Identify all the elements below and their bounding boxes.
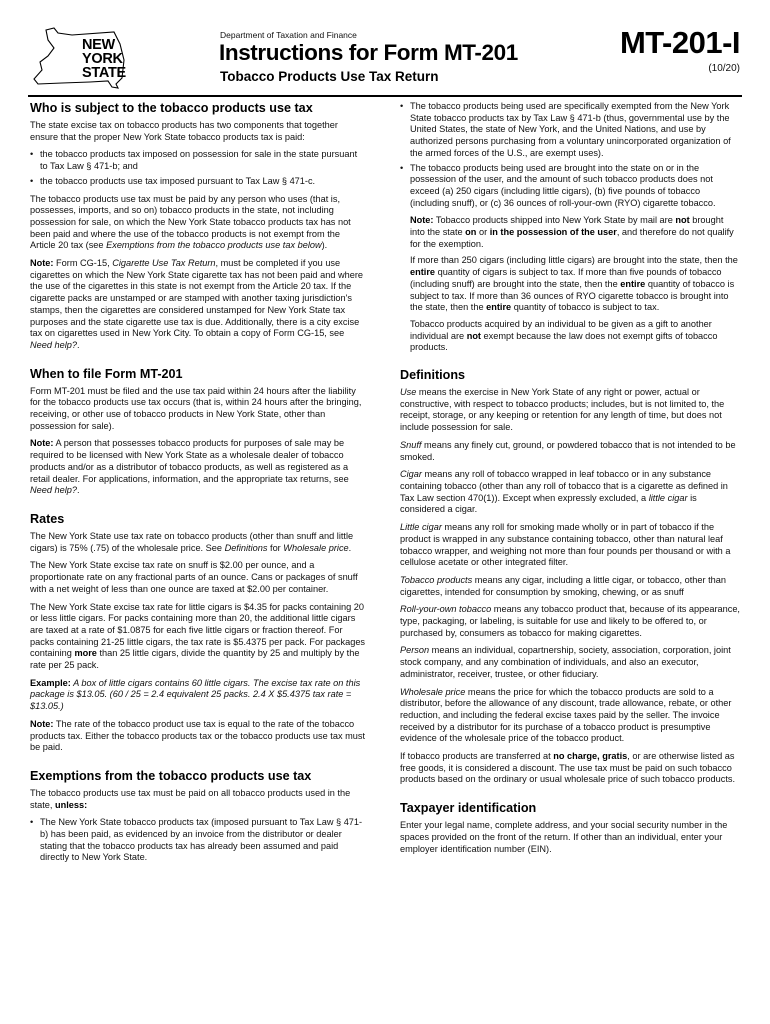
definition-term: Cigar: [400, 469, 422, 480]
need-help-reference: Need help?: [30, 485, 77, 496]
text-run: , or are otherwise listed as free goods, it is considered a discount. The use tax must be paid on such tobacco products based on the ordinary or usual wholesale price of such tobacco products.: [400, 751, 736, 785]
section-heading-rates: Rates: [30, 511, 65, 526]
note-label: Note:: [410, 215, 434, 226]
text-run: , must be completed if you use cigarettes on which the New York State cigarette tax has not been paid and where the use of the cigarettes in this state is not exempt from the Article 20 tax. If the cigarette packs are unstamped or are stamped with another taxing jurisdiction's stamps, then the cigarettes are considered unstamped for New York State tax purposes and the state cigarette use tax is due. Additionally, there is a city excise tax on cigarettes used in New York City. To obtain a copy of Form CG-15, see: [30, 258, 364, 339]
exemptions-reference: Exemptions from the tobacco products use tax below: [106, 240, 322, 251]
section-heading-exemptions: Exemptions from the tobacco products use tax: [30, 768, 312, 783]
text-run: means any tobacco product that, because of its appearance, type, packaging, or labeling, is suitable for use and likely to be offered to, or purchased by, consumers as tobacco for making cigarettes.: [400, 604, 740, 638]
text-run: means any roll of tobacco wrapped in leaf tobacco or in any substance containing tobacco (other than any roll of tobacco that is a cigarette as defined in Tax Law section 470(1)). Except when expressly excluded, a: [400, 469, 728, 503]
text-run: Tobacco products shipped into New York State by mail are: [433, 215, 676, 226]
definition-term: Person: [400, 645, 430, 656]
definition-term: Little cigar: [400, 522, 442, 533]
note-label: Note:: [30, 718, 54, 729]
emphasis: not: [675, 215, 690, 226]
emphasis: entire: [486, 302, 512, 313]
text-run: The New York State excise tax rate for little cigars is $4.35 for packs containing 20 or less little cigars. For packs containing more than 20, the additional little cigars are taxed at a rate of $1.0875 for each five little cigars or fraction thereof. For packs containing 21-25 little cigars, the tax rate is $5.4375 per pack. For packages containing: [30, 601, 366, 659]
logo-line-new: NEW: [82, 37, 115, 53]
little-cigar-reference: little cigar: [648, 492, 688, 503]
rates-paragraph-3: [30, 602, 367, 672]
nys-logo: [28, 26, 132, 90]
exemptions-limits: [400, 255, 740, 314]
definition-snuff: [400, 440, 740, 463]
text-run: is considered a cigar.: [400, 492, 697, 515]
definition-term: Tobacco products: [400, 574, 473, 585]
text-run: If tobacco products are transferred at: [400, 751, 554, 762]
definition-wholesale-price: [400, 687, 740, 746]
text-run: quantity of tobacco is subject to tax. If more than 36 ounces of RYO cigarette tobacco is brought into the state, then the: [410, 278, 735, 313]
section-heading-who: Who is subject to the tobacco products use tax: [30, 101, 313, 115]
form-number: MT-201-I: [619, 25, 740, 60]
header-divider: [28, 95, 742, 97]
emphasis: not: [466, 330, 481, 341]
text-run: than 25 little cigars, divide the quantity by 25 and multiply by the rate per 25 pack.: [30, 648, 360, 671]
text-run: means any roll for smoking made wholly or in part of tobacco if the product is wrapped in any substance containing tobacco, other than natural leaf tobacco wrapper, and weighing not more than four pounds per thousand or with a cellulose acetate or other integrated filter.: [400, 522, 731, 568]
who-paragraph: [30, 194, 367, 253]
when-note: [30, 438, 367, 497]
definition-person: [400, 645, 740, 680]
text-run: A person that possesses tobacco products for purposes of sale may be required to be licensed with New York State as a wholesale dealer of tobacco products and/or as a distributor of tobacco products, as well as registered as a retail dealer. For applications, information, and the appropriate tax returns, see: [30, 438, 349, 484]
note-label: Note:: [30, 258, 54, 269]
example-label: Example:: [30, 677, 71, 688]
rates-example: [30, 678, 367, 713]
definitions-reference: Definitions: [224, 542, 268, 553]
text-run: .: [348, 542, 352, 553]
emphasis: on: [465, 227, 477, 238]
text-run: means any cigar, including a little cigar, or tobacco, other than cigarettes, intended for consumption by smoking, chewing, or as snuff: [400, 574, 727, 597]
definition-tobacco-products: [400, 575, 740, 598]
emphasis: unless:: [55, 799, 88, 810]
need-help-reference: Need help?: [30, 339, 77, 350]
text-run: for: [267, 542, 284, 553]
definition-term: Snuff: [400, 439, 422, 450]
text-run: The tobacco products use tax must be paid by any person who uses (that is, possesses, imports, and so on) tobacco products in the state, not including possession for sale, on which the New York State tobacco products tax has not been paid and where the use of the tobacco products is not exempt from the Article 20 tax (see: [30, 193, 351, 251]
text-run: The New York State use tax rate on tobacco products (other than snuff and little cigars) is 75% (.75) of the wholesale price. See: [30, 530, 354, 553]
logo-line-york: YORK: [82, 51, 123, 67]
text-run: ).: [321, 240, 328, 251]
text-run: The tobacco products use tax must be paid on all tobacco products used in the state,: [30, 787, 351, 810]
definition-term: Use: [400, 387, 417, 398]
logo-line-state: STATE: [82, 65, 126, 81]
text-run: Tobacco products acquired by an individual to be given as a gift to another individual are: [410, 318, 712, 341]
section-gap: [400, 359, 740, 368]
exemptions-mail-note: [400, 215, 740, 250]
text-run: quantity of cigars is subject to tax. If more than five pounds of tobacco (including snuff) are brought into the state, then the: [410, 267, 722, 289]
example-text: A box of little cigars contains 60 little cigars. The excise tax rate on this package is $13.05. (60 / 25 = 2.4 equivalent 25 packs. 2.4 X $5.4375 tax rate = $13.05.): [30, 677, 361, 712]
text-run: or: [476, 227, 490, 238]
left-column: [30, 101, 367, 870]
text-run: , and therefore do not qualify for the exemption.: [410, 227, 734, 249]
text-run: If more than 250 cigars (including little cigars) are brought into the state, then the: [410, 255, 738, 266]
taxpayer-paragraph: Enter your legal name, complete address, and your social security number in the spaces provided on the front of the return. If other than an individual, enter your employer identification number (EIN).: [400, 820, 728, 854]
section-gap: [30, 503, 367, 512]
text-run: .: [77, 485, 80, 496]
emphasis: entire: [620, 278, 646, 289]
wholesale-price-reference: Wholesale price: [283, 542, 349, 553]
section-gap: [30, 760, 367, 769]
form-revision: (10/20): [708, 63, 740, 74]
text-run: means the price for which the tobacco products are sold to a distributor, before the allowance of any discount, trade allowance, rebate, or other reduction, and including the federal excise taxes paid by the seller. The invoice received by a distributor for its purchase of a tobacco product is presumptive evidence of the wholesale price of the tobacco product.: [400, 686, 732, 744]
section-heading-taxpayer: Taxpayer identification: [400, 801, 537, 816]
section-gap: [30, 358, 367, 367]
section-heading-definitions: Definitions: [400, 368, 466, 383]
exemptions-list-continued: [400, 101, 740, 209]
logo-wordmark: [82, 38, 126, 80]
text-run: means any finely cut, ground, or powdered tobacco that is not intended to be smoked.: [400, 439, 736, 462]
definition-little-cigar: [400, 522, 740, 569]
list-item: • The tobacco products being used are specifically exempted from the New York State tobacco products tax by Tax Law § 471-b (thus, governmental use by the United States, the state of New York, and the United Nations, and use by authorized persons purchasing from a voluntary unincorporated organization of the armed forces of the U.S., are exempt uses).: [400, 101, 740, 160]
note-label: Note:: [30, 438, 54, 449]
rates-paragraph-2: The New York State excise tax rate on snuff is $2.00 per ounce, and a proportionate rate on any fractional parts of an ounce. Cans or packages of snuff with a net weight of less than one ounce are taxed at $2.00 per container.: [30, 560, 358, 594]
definition-free-goods: [400, 751, 740, 786]
list-item: • The New York State tobacco products tax (imposed pursuant to Tax Law § 471-b) has been paid, as evidenced by an invoice from the distributor or dealer stating that the tobacco products tax has already been assumed and paid directly to New York State.: [30, 817, 367, 864]
definition-cigar: [400, 469, 740, 516]
list-item: • The tobacco products being used are brought into the state on or in the possession of the user, and the amount of such tobacco products does not exceed (a) 250 cigars (including little cigars), (b) five pounds of tobacco (including snuff), or (c) 36 ounces of roll-your-own (RYO) cigarette tobacco.: [400, 163, 740, 210]
text-run: Form CG-15,: [53, 258, 113, 269]
when-paragraph: Form MT-201 must be filed and the use tax paid within 24 hours after the liability for the tobacco products use tax occurs (that is, within 24 hours after the bringing, receiving, or other use of tobacco products in New York State, other than possession for sale).: [30, 385, 362, 431]
exemptions-gift: [400, 319, 740, 354]
rates-note: [30, 719, 367, 754]
text-run: quantity of tobacco is subject to tax.: [511, 302, 660, 313]
text-run: .: [77, 339, 80, 350]
emphasis: more: [74, 648, 97, 659]
who-intro: The state excise tax on tobacco products has two components that together ensure that the proper New York State tobacco products tax is paid:: [30, 120, 338, 142]
right-column: [400, 101, 740, 861]
department-name: Department of Taxation and Finance: [220, 30, 357, 40]
emphasis: entire: [410, 267, 436, 278]
emphasis: no charge, gratis: [553, 751, 628, 762]
definition-use: [400, 387, 740, 434]
section-heading-when: When to file Form MT-201: [30, 366, 183, 381]
text-run: means the exercise in New York State of any right or power, actual or constructive, with respect to tobacco products; includes, but is not limited to, the receipt, storage, or any keeping or retention for any length of time, but does not include possession for sale.: [400, 387, 725, 433]
text-run: exempt because the law does not exempt gifts of tobacco products.: [410, 330, 718, 353]
rates-paragraph-1: [30, 531, 367, 554]
section-gap: [400, 792, 740, 801]
exemptions-list-start: [30, 817, 367, 864]
text-run: means an individual, copartnership, society, association, corporation, joint stock company, and any combination of individuals, and also an executor, administrator, receiver, trustee, or other fiduciary.: [400, 645, 731, 679]
definition-ryo: [400, 604, 740, 639]
definition-term: Wholesale price: [400, 686, 466, 697]
text-run: The rate of the tobacco product use tax is equal to the rate of the tobacco products tax. Either the tobacco products tax or the tobacco products use tax must be paid.: [30, 718, 366, 753]
definition-term: Roll-your-own tobacco: [400, 604, 492, 615]
emphasis: in the possession of the user: [489, 227, 617, 238]
page-subtitle: Tobacco Products Use Tax Return: [220, 69, 439, 84]
who-note: [30, 258, 367, 352]
cg15-title-reference: Cigarette Use Tax Return: [112, 258, 216, 269]
text-run: brought into the state: [410, 215, 724, 238]
exemptions-intro: [30, 788, 367, 811]
who-list: [30, 149, 367, 187]
page-title: Instructions for Form MT-201: [219, 40, 518, 65]
list-item: • the tobacco products use tax imposed pursuant to Tax Law § 471-c.: [30, 176, 367, 188]
list-item: • the tobacco products tax imposed on possession for sale in the state pursuant to Tax Law § 471-b; and: [30, 149, 367, 172]
